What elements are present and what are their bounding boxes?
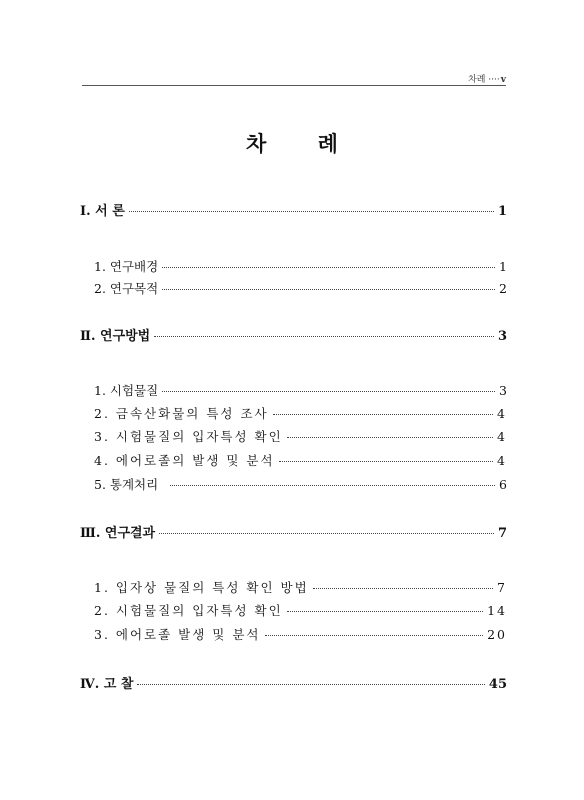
toc-item-page: 4 [497,453,507,468]
header-label: 차례 ···· [468,75,500,85]
header-page-number: v [500,75,506,85]
toc-item[interactable] [94,427,507,445]
toc-section-label: Ⅱ. 연구방법 [80,329,151,344]
dot-leader [273,414,493,415]
toc-item-page: 4 [497,429,507,444]
toc-item-label: 2. 금속산화물의 특성 조사 [94,406,269,421]
dot-leader [265,635,484,636]
dot-leader [170,485,495,486]
toc-item[interactable] [94,451,507,469]
toc-section-page: 7 [497,526,507,541]
toc-section[interactable] [80,522,507,541]
toc-section-page: 3 [497,329,507,344]
dot-leader [129,211,494,212]
toc-item-label: 2. 시험물질의 입자특성 확인 [94,603,283,618]
toc-item-page: 14 [487,603,507,618]
toc-section-page: 45 [488,677,507,692]
toc-item[interactable] [94,381,507,399]
dot-leader [287,611,483,612]
dot-leader [159,533,494,534]
dot-leader [162,267,495,268]
dot-leader [287,437,493,438]
toc-item[interactable] [94,578,507,596]
toc-section-label: Ⅰ. 서 론 [80,204,125,219]
running-header [82,0,506,86]
header-rule [82,85,506,86]
toc-section[interactable] [80,325,507,344]
dot-leader [162,289,495,290]
toc-item[interactable] [94,625,507,643]
toc-item-page: 20 [487,627,507,642]
toc-item-page: 1 [499,259,507,274]
dot-leader [154,336,494,337]
toc-item-label: 3. 에어로졸 발생 및 분석 [94,627,261,642]
toc-item-label: 1. 시험물질 [94,383,159,398]
toc-item-page: 6 [499,477,507,492]
toc-item[interactable] [94,475,507,493]
toc-section-label: Ⅳ. 고 찰 [80,677,134,692]
dot-leader [162,391,495,392]
toc-item-page: 3 [499,383,507,398]
toc-item-label: 1. 연구배경 [94,259,159,274]
toc-item[interactable] [94,257,507,275]
toc-item[interactable] [94,279,507,297]
toc-section-label: Ⅲ. 연구결과 [80,526,156,541]
toc-item-page: 4 [497,406,507,421]
toc-item[interactable] [94,601,507,619]
toc-item-label: 2. 연구목적 [94,281,159,296]
toc-item-label: 3. 시험물질의 입자특성 확인 [94,429,283,444]
header-text [468,72,506,85]
dot-leader [137,684,484,685]
toc-item[interactable] [94,404,507,422]
dot-leader [279,461,493,462]
toc-title: 차 례 [246,131,360,156]
toc-item-page: 7 [497,580,507,595]
dot-leader [313,588,493,589]
toc-section[interactable] [80,200,507,219]
toc-section[interactable] [80,673,507,692]
toc-item-page: 2 [499,281,507,296]
toc-section-page: 1 [497,204,507,219]
toc-item-label: 1. 입자상 물질의 특성 확인 방법 [94,580,309,595]
toc-item-label: 5. 통계처리 [94,477,159,492]
toc-item-label: 4. 에어로졸의 발생 및 분석 [94,453,275,468]
